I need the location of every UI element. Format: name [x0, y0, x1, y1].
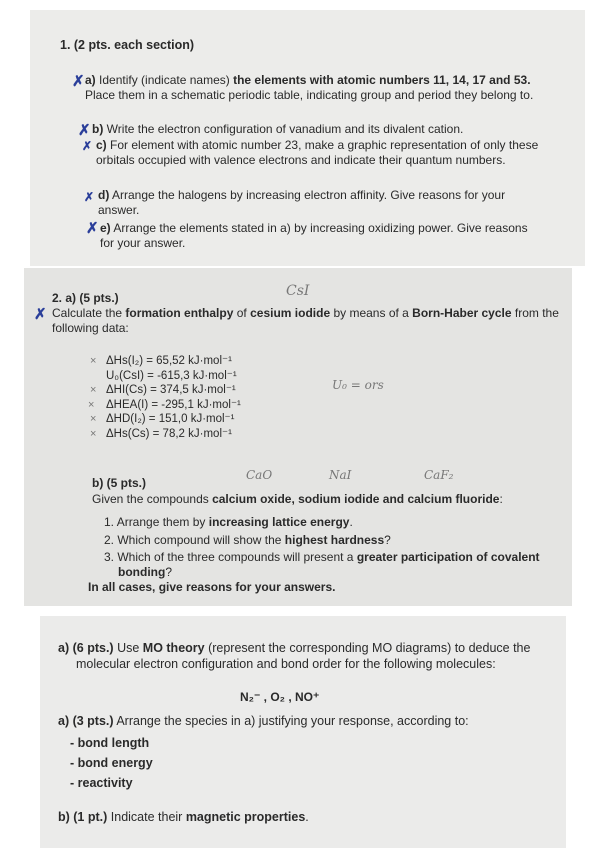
q1-title: 1. (2 pts. each section) [60, 38, 195, 52]
question-3-panel [40, 616, 566, 848]
data-item: ΔHEA(I) = -295,1 kJ·mol⁻¹ [106, 398, 241, 411]
q1-e: e) Arrange the elements stated in a) by increasing oxidizing power. Give reasons for your answer. [100, 221, 528, 250]
data-item: ΔHD(I₂) = 151,0 kJ·mol⁻¹ [106, 413, 235, 425]
q2a-intro: Calculate the formation enthalpy of cesium iodide by means of a Born-Haber cycle from the following data: [52, 306, 559, 335]
question-2-panel [24, 268, 572, 606]
q1-b: b) Write the electron configuration of vanadium and its divalent cation. [92, 122, 464, 136]
thermo-data-list: × ΔHs(I₂) = 65,52 kJ·mol⁻¹ U₀(CsI) = -615,3 kJ·mol⁻¹ × ΔHI(Cs) = 374,5 kJ·mol⁻¹ × ΔHEA(I) = -295,1 kJ·mol⁻¹ × ΔHD(I₂) = 151,0 kJ·mol⁻¹ × ΔHs(Cs) = 78,2 kJ·mol⁻¹ [88, 355, 241, 440]
handwritten-note: NaI [329, 468, 352, 482]
handwritten-note: CaO [246, 468, 273, 482]
handwritten-note: CaF₂ [424, 468, 454, 482]
q2b-title: b) (5 pts.) [92, 476, 146, 490]
data-item: ΔHs(Cs) = 78,2 kJ·mol⁻¹ [106, 427, 232, 440]
q3-a2: a) (3 pts.) Arrange the species in a) justifying your response, according to: [58, 714, 469, 728]
q1-a: a) Identify (indicate names) the elements with atomic numbers 11, 14, 17 and 53. Place them in a schematic periodic table, indicating group and period they belong to. [85, 73, 534, 102]
q2-footer: In all cases, give reasons for your answers. [88, 580, 336, 594]
data-item: U₀(CsI) = -615,3 kJ·mol⁻¹ [106, 369, 237, 382]
q1-d: d) Arrange the halogens by increasing electron affinity. Give reasons for your answer. [98, 188, 506, 217]
q3-a: a) (6 pts.) Use MO theory (represent the corresponding MO diagrams) to deduce the molecular electron configuration and bond order for the following molecules: [58, 641, 531, 671]
question-1-panel [30, 10, 585, 266]
q1-c: c) For element with atomic number 23, make a graphic representation of only these orbitals occupied with valence electrons and indicate their quantum numbers. [96, 138, 539, 167]
q2a-title: 2. a) (5 pts.) [52, 291, 119, 305]
cross-mark-icon: ✗ [72, 73, 85, 90]
criteria-list: - bond length - bond energy - reactivity [70, 736, 153, 790]
q2b-intro: Given the compounds calcium oxide, sodium iodide and calcium fluoride: [92, 492, 503, 506]
cross-mark-icon: ✗ [78, 122, 91, 139]
cross-mark-icon: ✗ [84, 190, 95, 204]
data-item: ΔHI(Cs) = 374,5 kJ·mol⁻¹ [106, 384, 236, 396]
data-item: ΔHs(I₂) = 65,52 kJ·mol⁻¹ [106, 355, 232, 367]
cross-mark-icon: ✗ [34, 306, 47, 323]
handwritten-note: U₀ = ors [332, 378, 384, 392]
q2b-items: 1. Arrange them by increasing lattice energy. 2. Which compound will show the highest hardness? 3. Which of the three compounds will present a greater participation of covalent bonding? [104, 515, 540, 579]
handwritten-note: CsI [286, 283, 310, 299]
molecules: N₂⁻ , O₂ , NO⁺ [240, 690, 320, 704]
cross-mark-icon: ✗ [86, 220, 99, 237]
q3-b: b) (1 pt.) Indicate their magnetic properties. [58, 810, 309, 824]
cross-mark-icon: ✗ [82, 139, 93, 153]
